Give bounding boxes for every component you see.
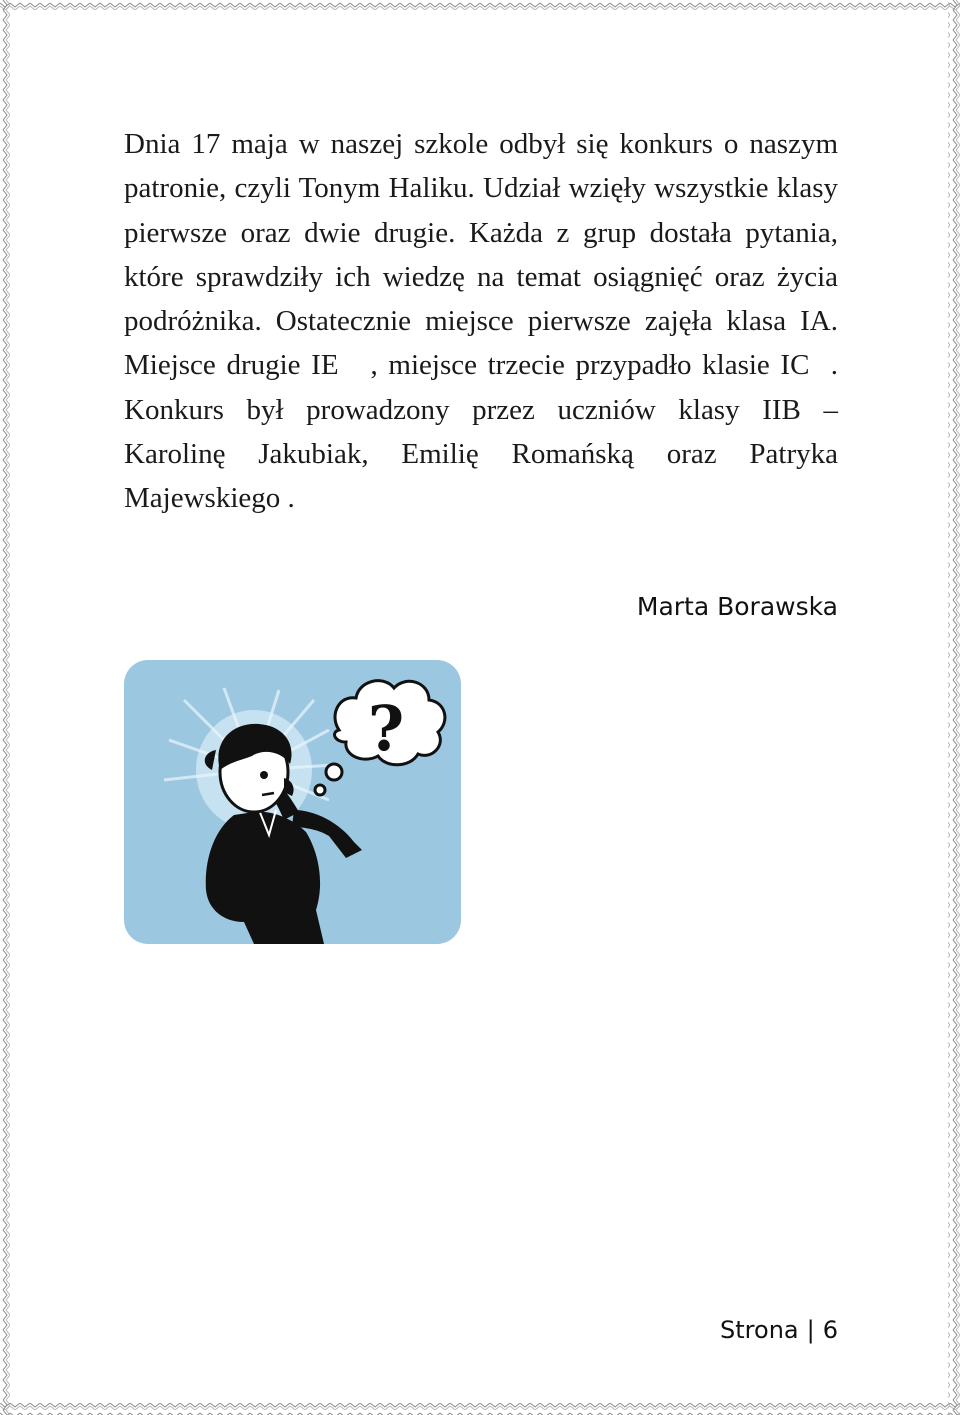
question-mark: ? — [367, 692, 405, 765]
page-separator: | — [806, 1316, 815, 1344]
thinking-man-question-icon — [124, 660, 461, 944]
page-footer — [720, 1316, 838, 1344]
author-name: Marta Borawska — [636, 592, 838, 621]
article-text — [124, 122, 846, 521]
article-paragraph: Dnia 17 maja w naszej szkole odbył się konkurs o naszym patronie, czyli Tonym Haliku. Udział wzięły wszystkie klasy pierwsze oraz dwie drugie. Każda z grup dostała pytania, które sprawdziły ich wiedzę na temat osiągnięć oraz życia podróżnika. Ostatecznie miejsce pierwsze zajęła klasa IA. Miejsce drugie IE , miejsce trzecie przypadło klasie IC . Konkurs był prowadzony przez uczniów klasy IIB – Karolinę Jakubiak, Emilię Romańską oraz Patryka Majewskiego . — [124, 128, 846, 515]
page-label: Strona — [720, 1316, 799, 1344]
page-number: 6 — [822, 1316, 838, 1344]
